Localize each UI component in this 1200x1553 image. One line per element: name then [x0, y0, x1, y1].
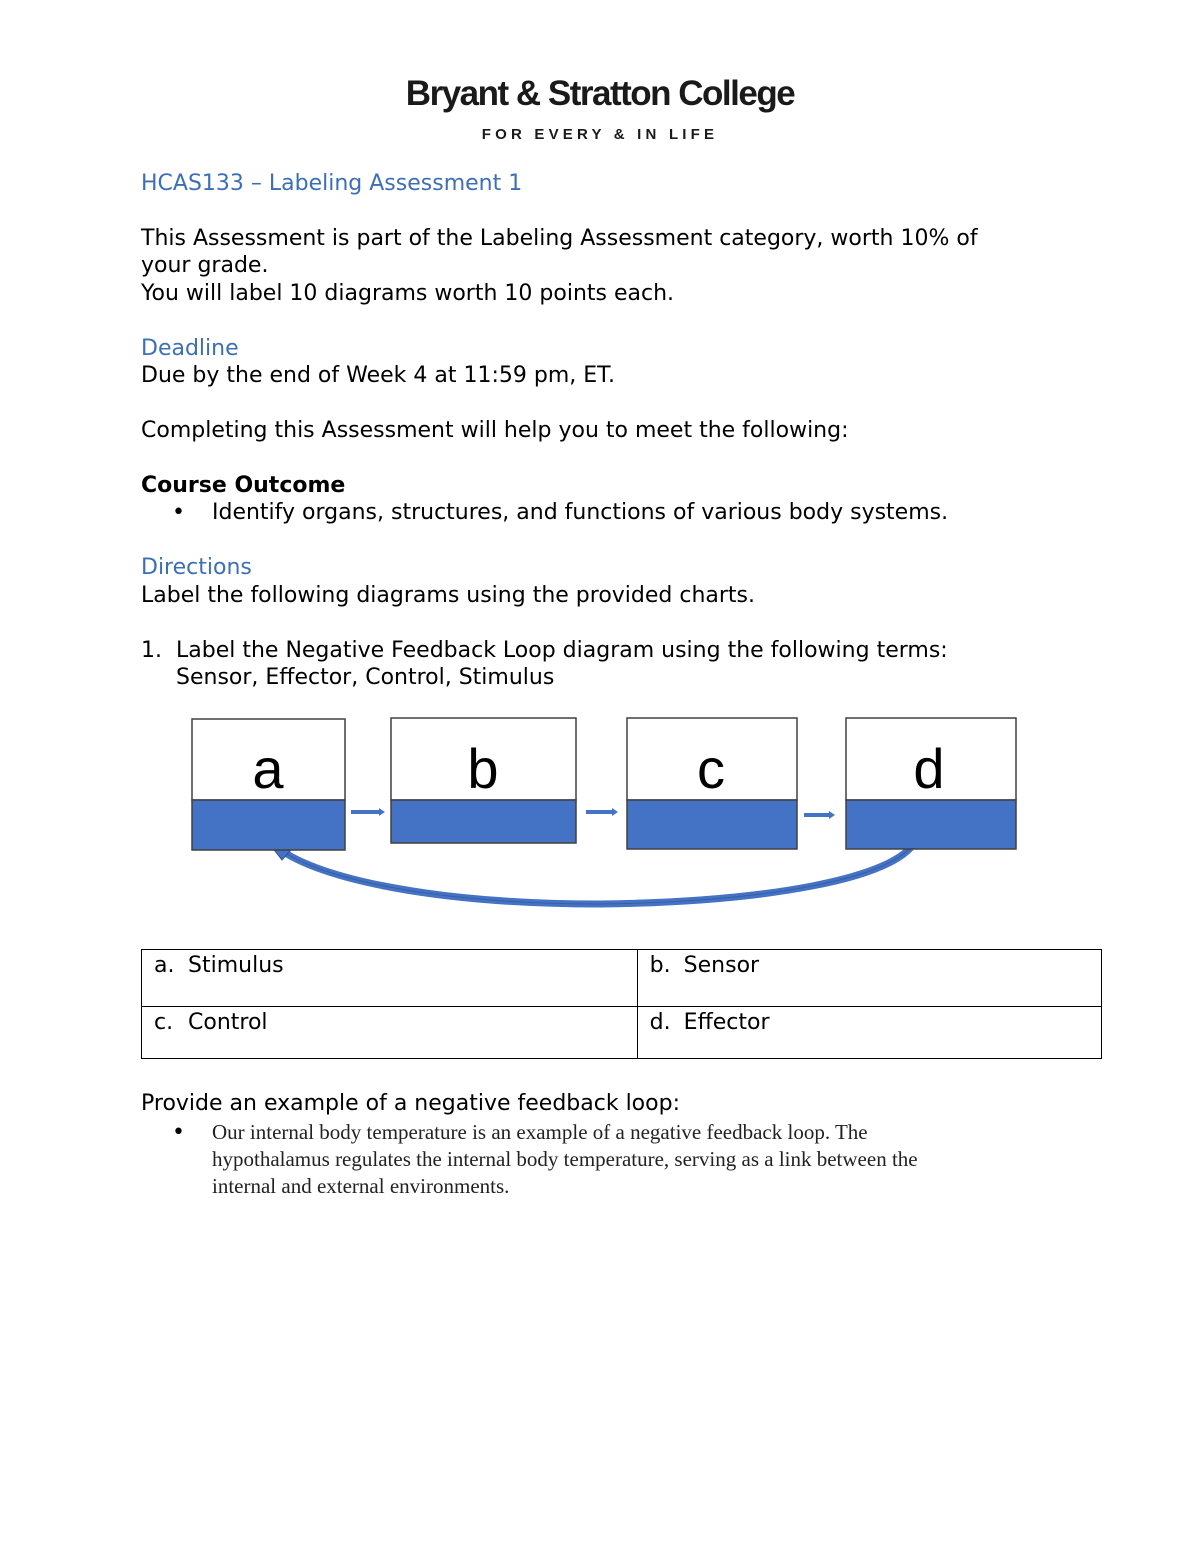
bullet-icon: •	[172, 1120, 185, 1145]
bullet-icon: •	[172, 500, 185, 525]
answer-term-a: Stimulus	[188, 953, 284, 978]
answer-cell-b[interactable]	[637, 950, 1101, 1007]
feedback-return-arrow	[278, 838, 917, 904]
college-logo-name: Bryant & Stratton College	[405, 74, 795, 113]
course-outcome-heading: Course Outcome	[141, 473, 346, 498]
question-line-2: Sensor, Effector, Control, Stimulus	[176, 665, 555, 690]
box-letter-d: d	[913, 737, 945, 800]
intro-line-1: This Assessment is part of the Labeling Assessment category, worth 10% of	[141, 226, 978, 251]
answer-table	[141, 949, 1102, 1059]
intro-line-3: You will label 10 diagrams worth 10 points each.	[141, 281, 675, 306]
answer-cell-c[interactable]	[142, 1007, 638, 1059]
answer-term-b: Sensor	[683, 953, 760, 978]
deadline-text: Due by the end of Week 4 at 11:59 pm, ET.	[141, 363, 615, 388]
intro-line-2: your grade.	[141, 253, 269, 278]
answer-letter-c: c.	[154, 1010, 174, 1035]
example-line-1: Our internal body temperature is an example of a negative feedback loop. The	[212, 1120, 868, 1144]
example-line-2: hypothalamus regulates the internal body temperature, serving as a link between the	[212, 1147, 918, 1171]
box-a-bottom	[192, 800, 345, 850]
answer-cell-d[interactable]	[637, 1007, 1101, 1059]
deadline-heading: Deadline	[141, 336, 239, 361]
example-heading: Provide an example of a negative feedback loop:	[141, 1091, 680, 1116]
question-number: 1.	[141, 638, 162, 663]
box-letter-b: b	[467, 737, 499, 800]
course-outcome-bullet: Identify organs, structures, and functions of various body systems.	[212, 500, 949, 525]
completing-text: Completing this Assessment will help you to meet the following:	[141, 418, 849, 443]
box-letter-a: a	[252, 737, 284, 800]
table-row	[142, 950, 1102, 1007]
page-title: HCAS133 – Labeling Assessment 1	[141, 171, 523, 196]
table-row	[142, 1007, 1102, 1059]
box-d-bottom	[846, 800, 1016, 849]
college-tagline: FOR EVERY & IN LIFE	[481, 126, 719, 143]
arrowhead-b-c-icon	[612, 808, 618, 816]
answer-letter-b: b.	[649, 953, 671, 978]
directions-text: Label the following diagrams using the provided charts.	[141, 583, 756, 608]
example-line-3: internal and external environments.	[212, 1174, 510, 1198]
directions-heading: Directions	[141, 555, 252, 580]
arrowhead-c-d-icon	[829, 811, 835, 819]
answer-cell-a[interactable]	[142, 950, 638, 1007]
box-letter-c: c	[697, 737, 725, 800]
box-c-bottom	[627, 800, 797, 849]
arrowhead-a-b-icon	[379, 808, 385, 816]
question-line-1: Label the Negative Feedback Loop diagram using the following terms:	[176, 638, 948, 663]
answer-letter-d: d.	[649, 1010, 671, 1035]
box-b-bottom	[391, 800, 576, 843]
feedback-return-arrow-outline	[278, 838, 917, 904]
answer-letter-a: a.	[154, 953, 175, 978]
answer-term-d: Effector	[683, 1010, 770, 1035]
answer-term-c: Control	[188, 1010, 268, 1035]
